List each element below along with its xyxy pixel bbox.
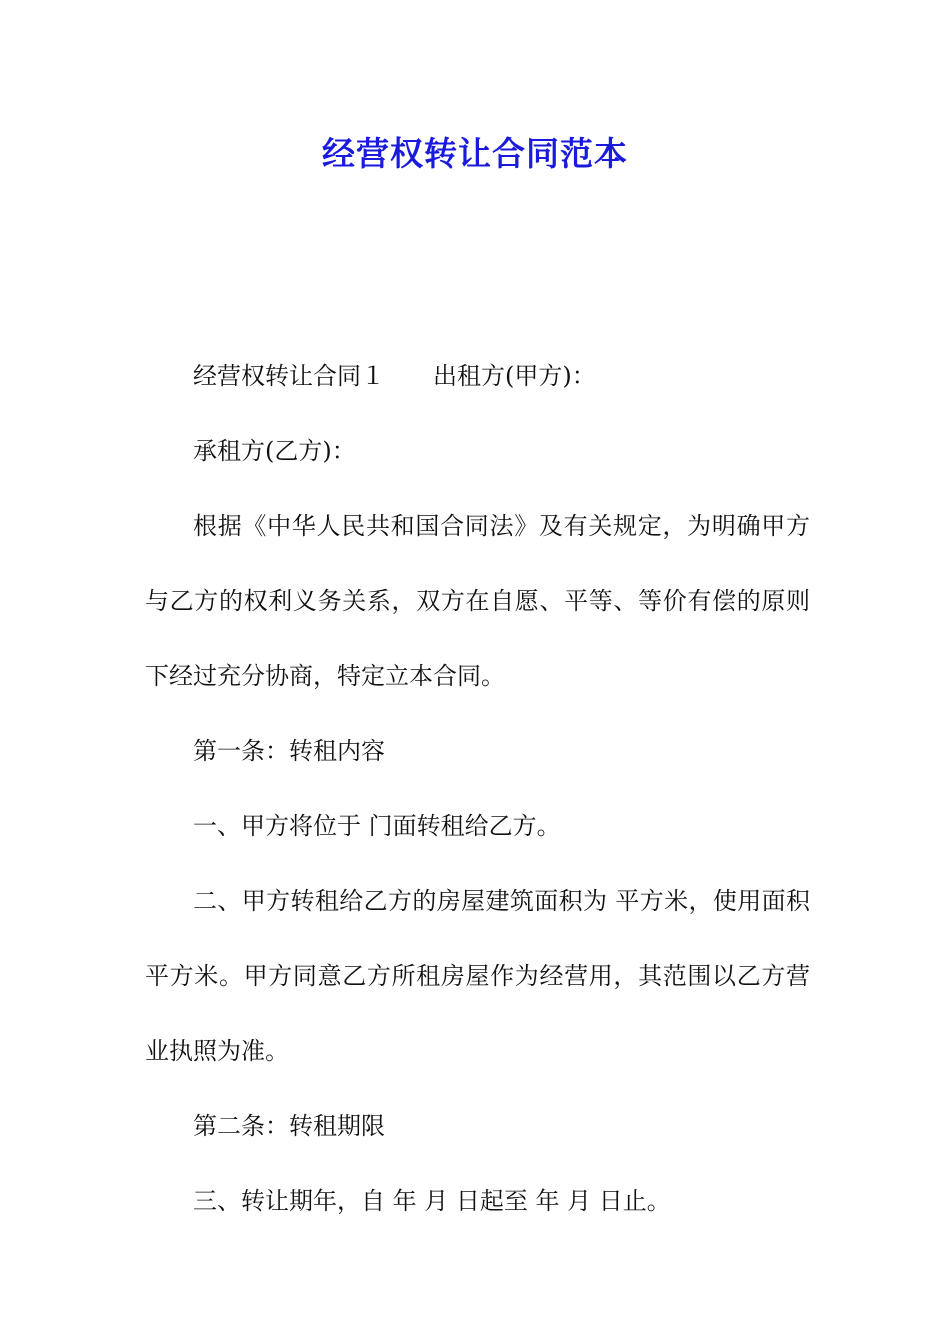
- article-1-heading: 第一条：转租内容: [193, 737, 385, 765]
- paragraph-preamble: 根据《中华人民共和国合同法》及有关规定，为明确甲方与乙方的权利义务关系，双方在自愿、平等、等价有偿的原则下经过充分协商，特定立本合同。: [145, 512, 810, 690]
- clause-1: 一、甲方将位于 门面转租给乙方。: [193, 812, 561, 840]
- contract-number-label: 经营权转让合同１: [193, 362, 385, 390]
- clause-3: 三、转让期年，自 年 月 日起至 年 月 日止。: [193, 1187, 671, 1215]
- document-body: [145, 339, 810, 1239]
- clause-2: 二、甲方转租给乙方的房屋建筑面积为 平方米，使用面积 平方米。甲方同意乙方所租房屋作为经营用，其范围以乙方营业执照为准。: [145, 887, 810, 1065]
- paragraph-header: [145, 339, 810, 414]
- lessor-label: 出租方(甲方)：: [433, 362, 596, 390]
- paragraph-lessee: 承租方(乙方)：: [193, 437, 356, 465]
- document-title: 经营权转让合同范本: [322, 134, 628, 173]
- article-2-heading: 第二条：转租期限: [193, 1112, 385, 1140]
